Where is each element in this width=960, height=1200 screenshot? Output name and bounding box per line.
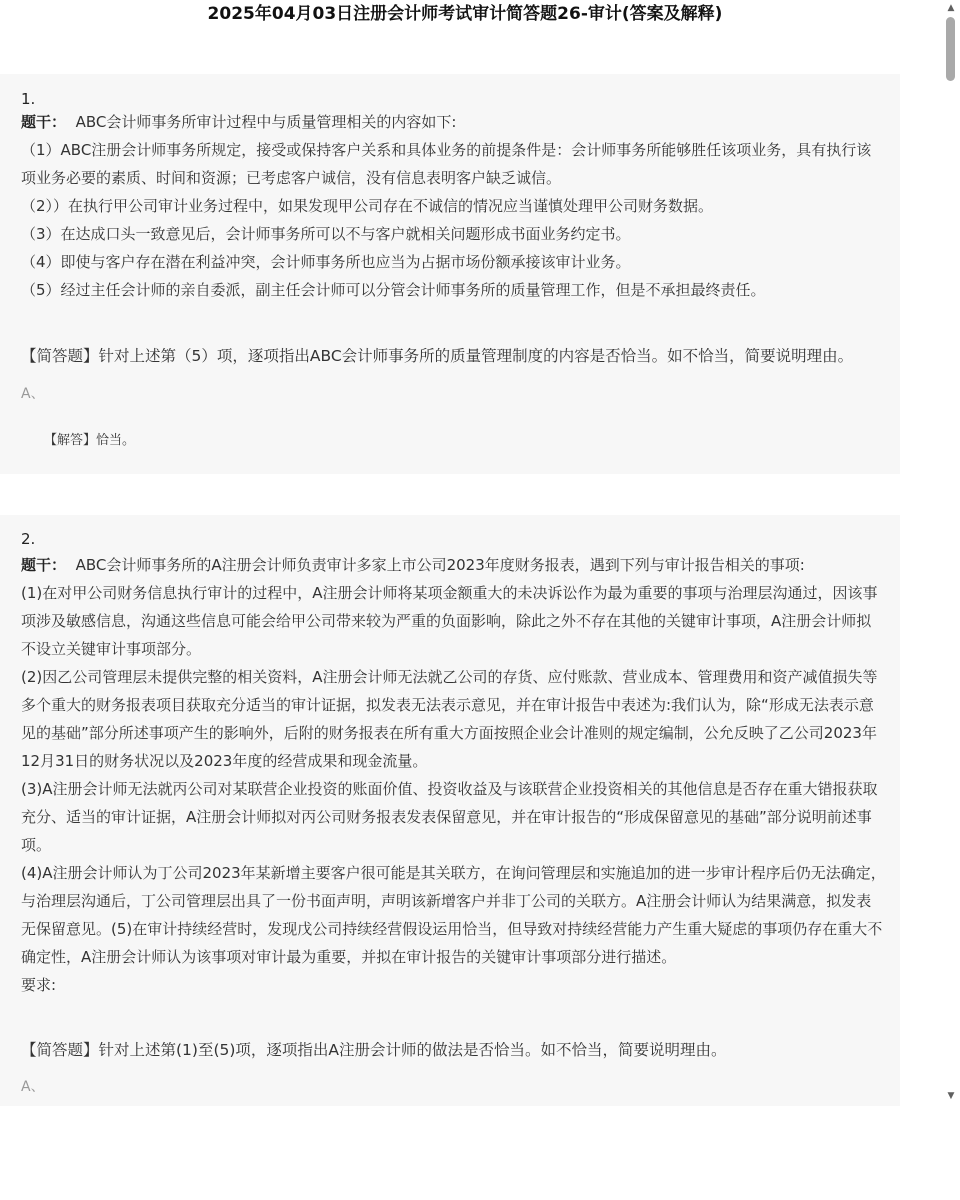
question-card-1 [0, 74, 900, 474]
short-answer-question: 【简答题】针对上述第（5）项，逐项指出ABC会计师事务所的质量管理制度的内容是否恰当。如不恰当，简要说明理由。 [21, 347, 854, 365]
stem-paragraph: （4）即使与客户存在潜在利益冲突，会计师事务所也应当为占据市场份额承接该审计业务。 [21, 253, 631, 271]
stem-paragraph: 要求: [21, 976, 57, 994]
question-stem [21, 108, 886, 304]
question-number: 2. [21, 530, 36, 548]
stem-intro: ABC会计师事务所审计过程中与质量管理相关的内容如下: [75, 113, 457, 131]
vertical-scrollbar[interactable] [942, 0, 960, 1110]
stem-paragraph: （1）ABC注册会计师事务所规定，接受或保持客户关系和具体业务的前提条件是：会计师事务所能够胜任该项业务，具有执行该项业务必要的素质、时间和资源；已考虑客户诚信，没有信息表明客户缺乏诚信。 [21, 141, 872, 187]
scroll-up-arrow-icon[interactable]: ▲ [947, 3, 955, 13]
stem-intro: ABC会计师事务所的A注册会计师负责审计多家上市公司2023年度财务报表，遇到下列与审计报告相关的事项: [75, 556, 805, 574]
scroll-down-arrow-icon[interactable]: ▼ [947, 1091, 955, 1101]
stem-paragraph: (4)A注册会计师认为丁公司2023年某新增主要客户很可能是其关联方，在询问管理层和实施追加的进一步审计程序后仍无法确定，与治理层沟通后，丁公司管理层出具了一份书面声明，声明该新增客户并非丁公司的关联方。A注册会计师认为结果满意，拟发表无保留意见。(5)在审计持续经营时，发现戊公司持续经营假设运用恰当，但导致对持续经营能力产生重大疑虑的事项仍存在重大不确定性，A注册会计师认为该事项对审计最为重要，并拟在审计报告的关键审计事项部分进行描述。 [21, 864, 886, 966]
page-title: 2025年04月03日注册会计师考试审计简答题26-审计(答案及解释) [207, 4, 723, 24]
stem-paragraph: （5）经过主任会计师的亲自委派，副主任会计师可以分管会计师事务所的质量管理工作，但是不承担最终责任。 [21, 281, 766, 299]
stem-paragraph: （2））在执行甲公司审计业务过程中，如果发现甲公司存在不诚信的情况应当谨慎处理甲公司财务数据。 [21, 197, 714, 215]
stem-paragraph: (1)在对甲公司财务信息执行审计的过程中，A注册会计师将某项金额重大的未决诉讼作为最为重要的事项与治理层沟通过，因该事项涉及敏感信息，沟通这些信息可能会给甲公司带来较为严重的负面影响，除此之外不存在其他的关键审计事项，A注册会计师拟不设立关键审计事项部分。 [21, 584, 878, 658]
stem-paragraph: (2)因乙公司管理层未提供完整的相关资料，A注册会计师无法就乙公司的存货、应付账款、营业成本、管理费用和资产减值损失等多个重大的财务报表项目获取充分适当的审计证据，拟发表无法表示意见，并在审计报告中表述为:我们认为，除“形成无法表示意见的基础”部分所述事项产生的影响外，后附的财务报表在所有重大方面按照企业会计准则的规定编制，公允反映了乙公司2023年12月31日的财务状况以及2023年度的经营成果和现金流量。 [21, 668, 878, 770]
option-a[interactable]: A、 [21, 1079, 45, 1095]
stem-label: 题干： [21, 556, 67, 574]
scrollbar-thumb[interactable] [946, 17, 955, 81]
question-card-2 [0, 515, 900, 1106]
stem-label: 题干： [21, 113, 67, 131]
stem-paragraph: (3)A注册会计师无法就丙公司对某联营企业投资的账面价值、投资收益及与该联营企业投资相关的其他信息是否存在重大错报获取充分、适当的审计证据，A注册会计师拟对丙公司财务报表发表保留意见，并在审计报告的“形成保留意见的基础”部分说明前述事项。 [21, 780, 878, 854]
answer-explanation: 【解答】恰当。 [44, 433, 136, 448]
stem-paragraph: （3）在达成口头一致意见后，会计师事务所可以不与客户就相关问题形成书面业务约定书。 [21, 225, 631, 243]
question-stem [21, 551, 886, 999]
short-answer-question: 【简答题】针对上述第(1)至(5)项，逐项指出A注册会计师的做法是否恰当。如不恰当，简要说明理由。 [21, 1041, 727, 1059]
stem-intro-line [21, 551, 886, 579]
option-a[interactable]: A、 [21, 386, 45, 402]
question-number: 1. [21, 90, 36, 108]
stem-intro-line [21, 108, 886, 136]
